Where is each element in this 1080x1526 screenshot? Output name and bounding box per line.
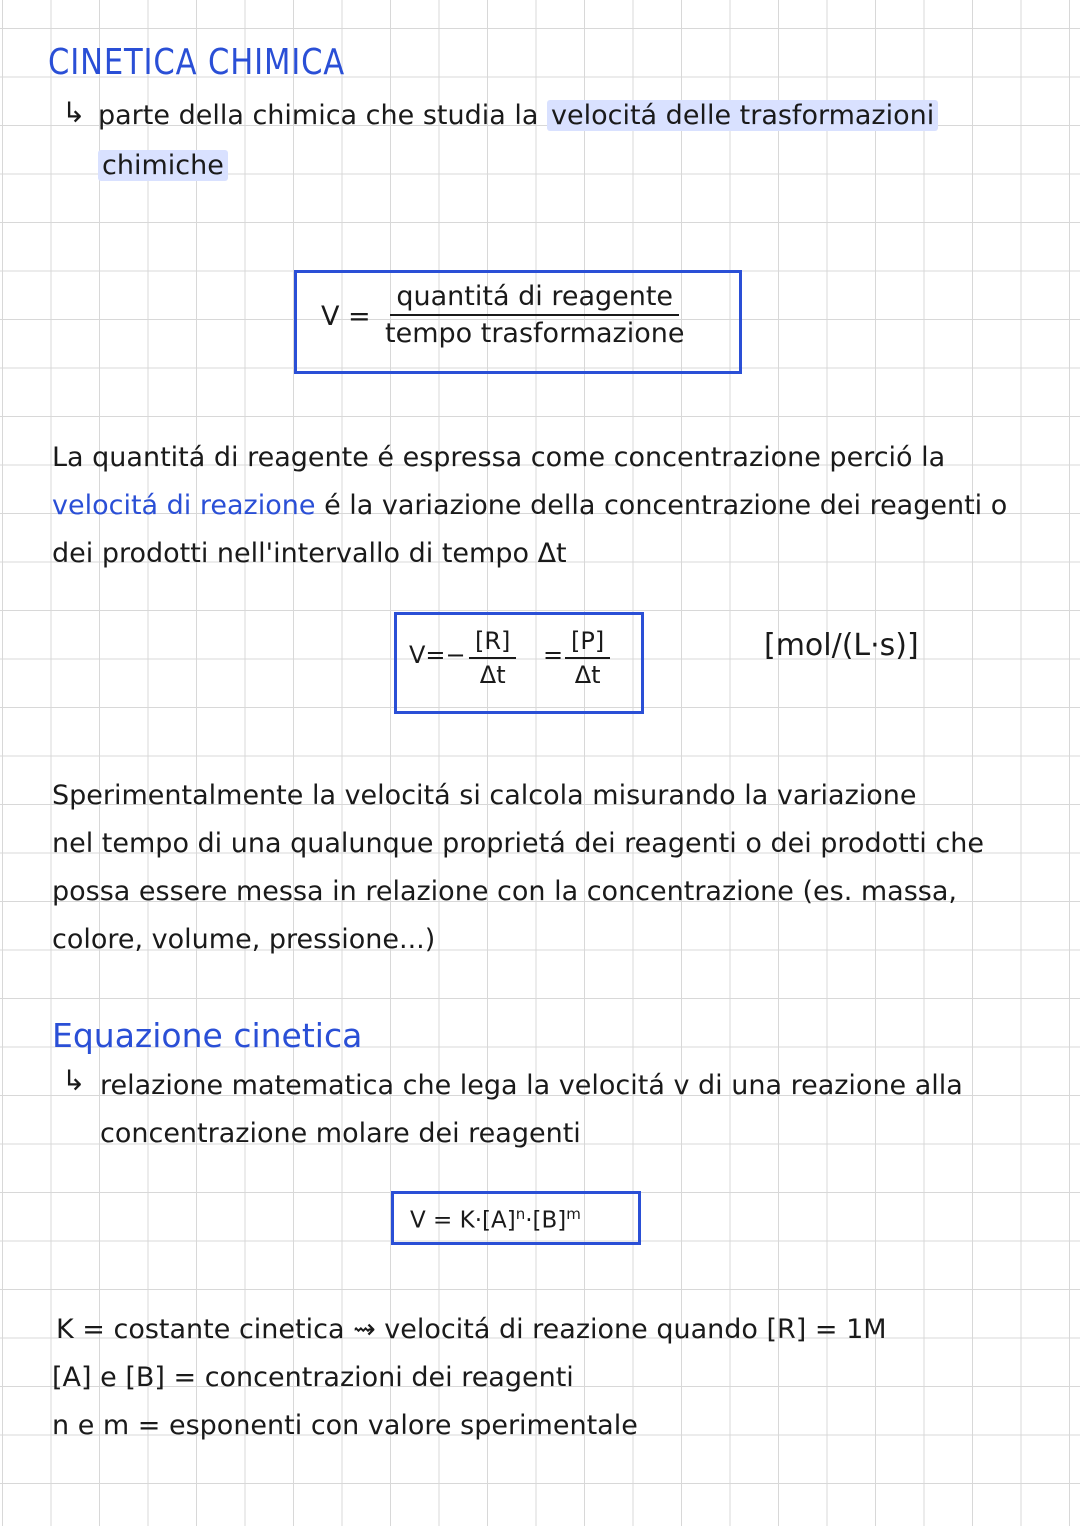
kinetic-formula-mid: ·[B] [525,1207,567,1234]
rate-units: [mol/(L·s)] [764,628,919,663]
intro-line-1 [98,100,938,131]
section-heading-kinetic-equation: Equazione cinetica [52,1016,363,1055]
intro-text: parte della chimica che studia la [98,100,539,131]
equation-desc-line-2: concentrazione molare dei reagenti [100,1118,581,1149]
intro-highlight-1: velocitá delle trasformazioni [547,100,938,131]
formula-box-rate [394,612,644,714]
rate-den-reagents: Δt [479,661,506,689]
rate-lhs: V=− [409,641,466,669]
formula-box-speed [294,270,742,374]
formula-box-kinetic [391,1191,641,1245]
intro-line-2 [98,150,228,181]
kinetic-formula-base: V = K·[A] [410,1207,516,1234]
definition-nm: n e m = esponenti con valore sperimentale [52,1410,638,1441]
kinetic-formula [410,1205,581,1234]
arrow-icon: ↳ [62,96,86,129]
rate-fraction-products [565,627,610,689]
paragraph1-line-2 [52,490,1007,521]
formula-fraction [385,281,684,349]
reaction-speed-term: velocitá di reazione [52,490,316,521]
arrow-icon: ↳ [62,1064,86,1097]
rate-num-reagents: [R] [469,627,516,659]
paragraph1-line-1: La quantitá di reagente é espressa come concentrazione perció la [52,442,946,473]
equation-desc-line-1: relazione matematica che lega la velocitá v di una reazione alla [100,1070,963,1101]
rate-equals: = [543,641,564,669]
formula-denominator: tempo trasformazione [385,318,685,349]
definition-k: K = costante cinetica ⇝ velocitá di reazione quando [R] = 1M [56,1314,887,1345]
paragraph1-line-3: dei prodotti nell'intervallo di tempo Δt [52,538,567,569]
formula-numerator: quantitá di reagente [390,281,679,316]
kinetic-exp-n: n [515,1205,526,1223]
paragraph1-line-2-rest: é la variazione della concentrazione dei reagenti o [324,490,1008,521]
page-title: CINETICA CHIMICA [48,42,346,83]
kinetic-exp-m: m [566,1205,581,1223]
paragraph2-line-4: colore, volume, pressione...) [52,924,436,955]
intro-highlight-2: chimiche [98,150,228,181]
rate-den-products: Δt [574,661,601,689]
paragraph2-line-1: Sperimentalmente la velocitá si calcola misurando la variazione [52,780,917,811]
rate-fraction-reagents [469,627,516,689]
paragraph2-line-2: nel tempo di una qualunque proprietá dei reagenti o dei prodotti che [52,828,984,859]
definition-ab: [A] e [B] = concentrazioni dei reagenti [52,1362,574,1393]
rate-num-products: [P] [565,627,610,659]
paragraph2-line-3: possa essere messa in relazione con la concentrazione (es. massa, [52,876,957,907]
formula-lhs: V = [321,301,371,332]
